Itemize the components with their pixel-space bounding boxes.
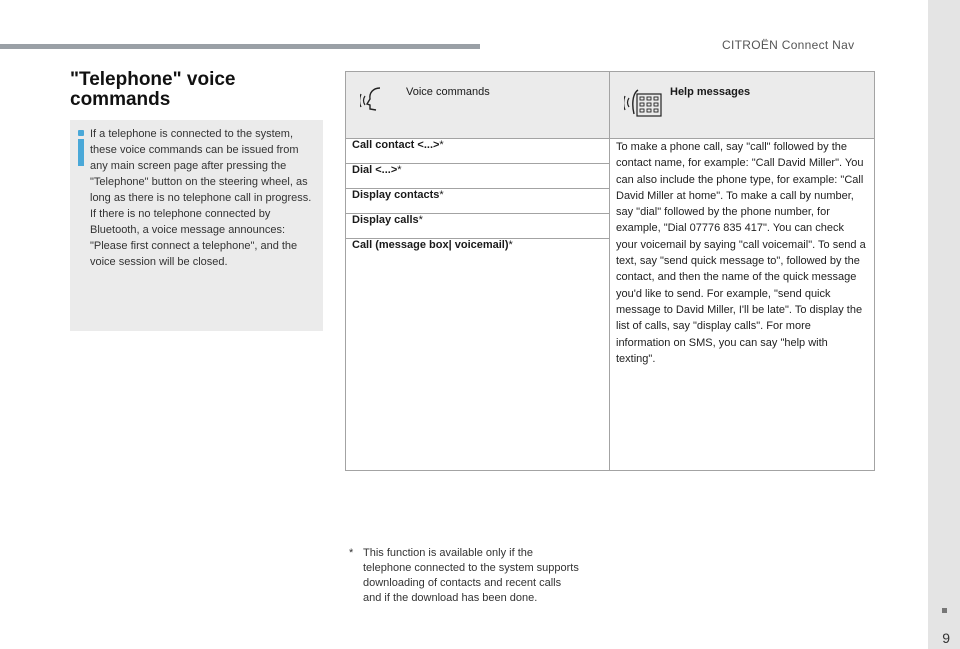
phone-keypad-icon — [624, 84, 664, 118]
footnote-text: This function is available only if the telephone connected to the system supports downloading of contacts and recent calls and if the download has been done. — [363, 547, 579, 604]
command-asterisk: * — [397, 164, 402, 176]
page-side-strip — [928, 0, 960, 649]
info-text: If a telephone is connected to the system, these voice commands can be issued from any main screen page after pressing the "Telephone" button on the steering wheel, as long as there is no telephone call in progress. If there is no telephone connected by Bluetooth, a voice message announces: "Please first connect a telephone", and the voice session will be closed. — [90, 128, 312, 268]
header-rule — [0, 44, 480, 49]
command-label: Call contact <...> — [352, 139, 440, 151]
command-row — [346, 239, 610, 471]
voice-commands-header — [346, 72, 610, 139]
help-messages-header — [610, 72, 875, 139]
command-asterisk: * — [439, 139, 444, 151]
command-label: Dial <...> — [352, 164, 398, 176]
speaking-head-icon — [360, 84, 392, 114]
page-number: 9 — [942, 630, 950, 646]
command-row — [346, 189, 610, 214]
col1-header-label: Voice commands — [406, 86, 490, 98]
brand-label: CITROËN Connect Nav — [722, 38, 855, 52]
command-row — [346, 164, 610, 189]
page-marker — [942, 608, 947, 613]
command-label: Call (message box| voicemail) — [352, 239, 509, 251]
command-row — [346, 139, 610, 164]
footnote — [349, 546, 579, 606]
col2-header-label: Help messages — [670, 86, 751, 98]
voice-commands-table — [345, 71, 875, 471]
command-asterisk: * — [439, 189, 444, 201]
command-label: Display calls — [352, 214, 419, 226]
command-label: Display contacts — [352, 189, 440, 201]
command-asterisk: * — [418, 214, 423, 226]
help-message-cell: To make a phone call, say "call" followed by the contact name, for example: "Call David Miller". You can also include the phone type, for example: "Call David Miller at home". To make a call by number, say "dial" followed by the phone number, for example, "Dial 07776 835 417". You can check your voicemail by saying "call voicemail". To send a text, say "send quick message to", followed by the contact, and then the name of the quick message you'd like to send. For example, "send quick message to David Miller, I'll be late". To display the list of calls, say "display calls". For more information on SMS, you can say "help with texting". — [610, 139, 875, 471]
info-box — [70, 120, 323, 331]
info-icon — [77, 130, 85, 166]
command-row — [346, 214, 610, 239]
footnote-marker: * — [349, 547, 354, 559]
command-asterisk: * — [508, 239, 513, 251]
section-title: "Telephone" voice commands — [70, 69, 236, 110]
